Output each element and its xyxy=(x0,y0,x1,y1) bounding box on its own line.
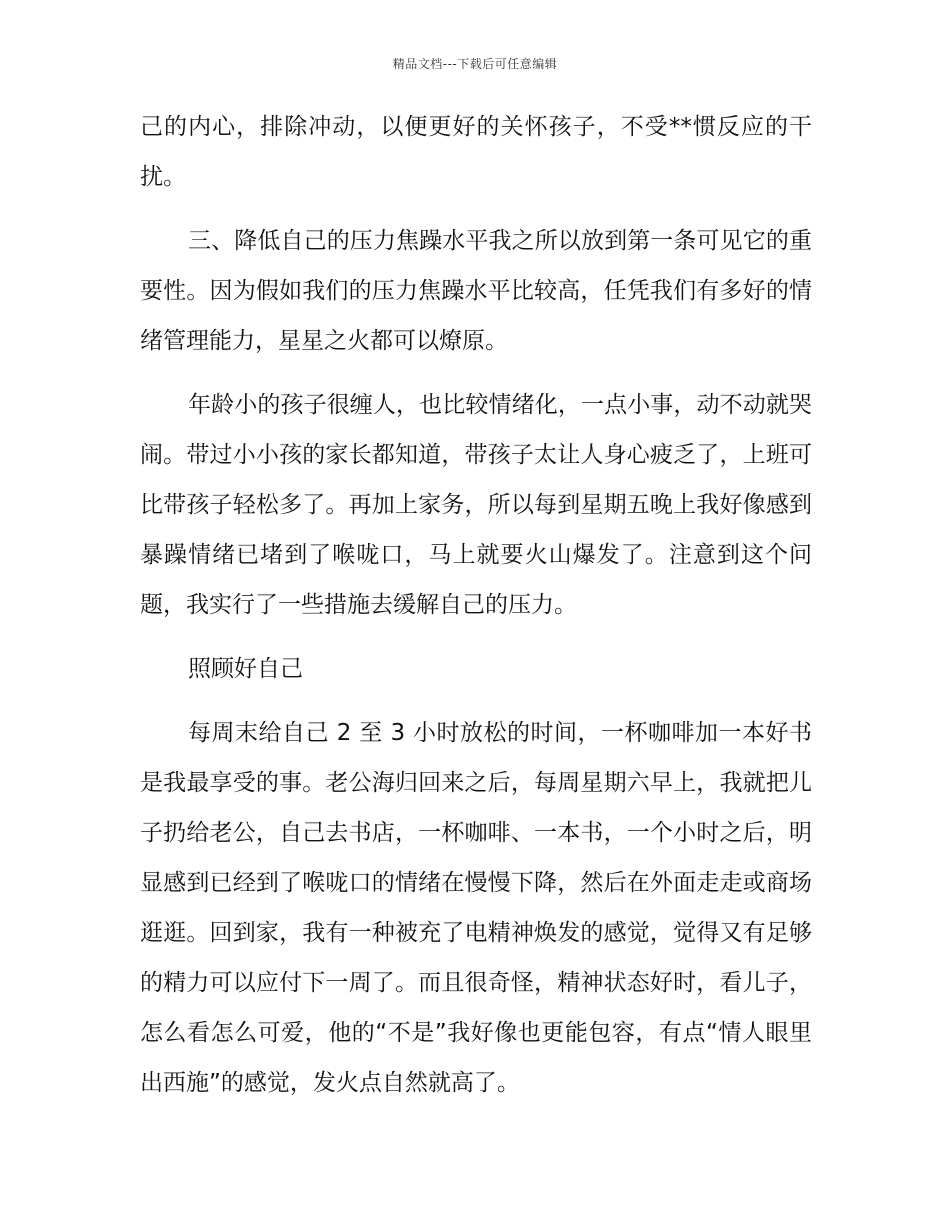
subheading-take-care-of-yourself: 照顾好自己 xyxy=(188,656,303,682)
page-header: 精品文档---下载后可任意编辑 xyxy=(392,57,558,71)
paragraph-section-three: 三、降低自己的压力焦躁水平我之所以放到第一条可见它的重要性。因为假如我们的压力焦躁水平比较高，任凭我们有多好的情绪管理能力，星星之火都可以燎原。 xyxy=(140,228,812,354)
paragraph-child-emotions: 年龄小的孩子很缠人，也比较情绪化，一点小事，动不动就哭闹。带过小小孩的家长都知道，带孩子太让人身心疲乏了，上班可比带孩子轻松多了。再加上家务，所以每到星期五晚上我好像感到暴躁情绪已堵到了喉咙口，马上就要火山爆发了。注意到这个问题，我实行了一些措施去缓解自己的压力。 xyxy=(140,392,812,618)
document-body xyxy=(140,102,812,1122)
paragraph-weekend-relax: 每周末给自己 2 至 3 小时放松的时间，一杯咖啡加一本好书是我最享受的事。老公海归回来之后，每周星期六早上，我就把儿子扔给老公，自己去书店，一杯咖啡、一本书，一个小时之后，明显感到已经到了喉咙口的情绪在慢慢下降，然后在外面走走或商场逛逛。回到家，我有一种被充了电精神焕发的感觉，觉得又有足够的精力可以应付下一周了。而且很奇怪，精神状态好时，看儿子，怎么看怎么可爱，他的“不是”我好像也更能包容，有点“情人眼里出西施”的感觉，发火点自然就高了。 xyxy=(140,720,812,1096)
paragraph-continuation: 己的内心，排除冲动，以便更好的关怀孩子，不受**惯反应的干扰。 xyxy=(140,114,812,190)
